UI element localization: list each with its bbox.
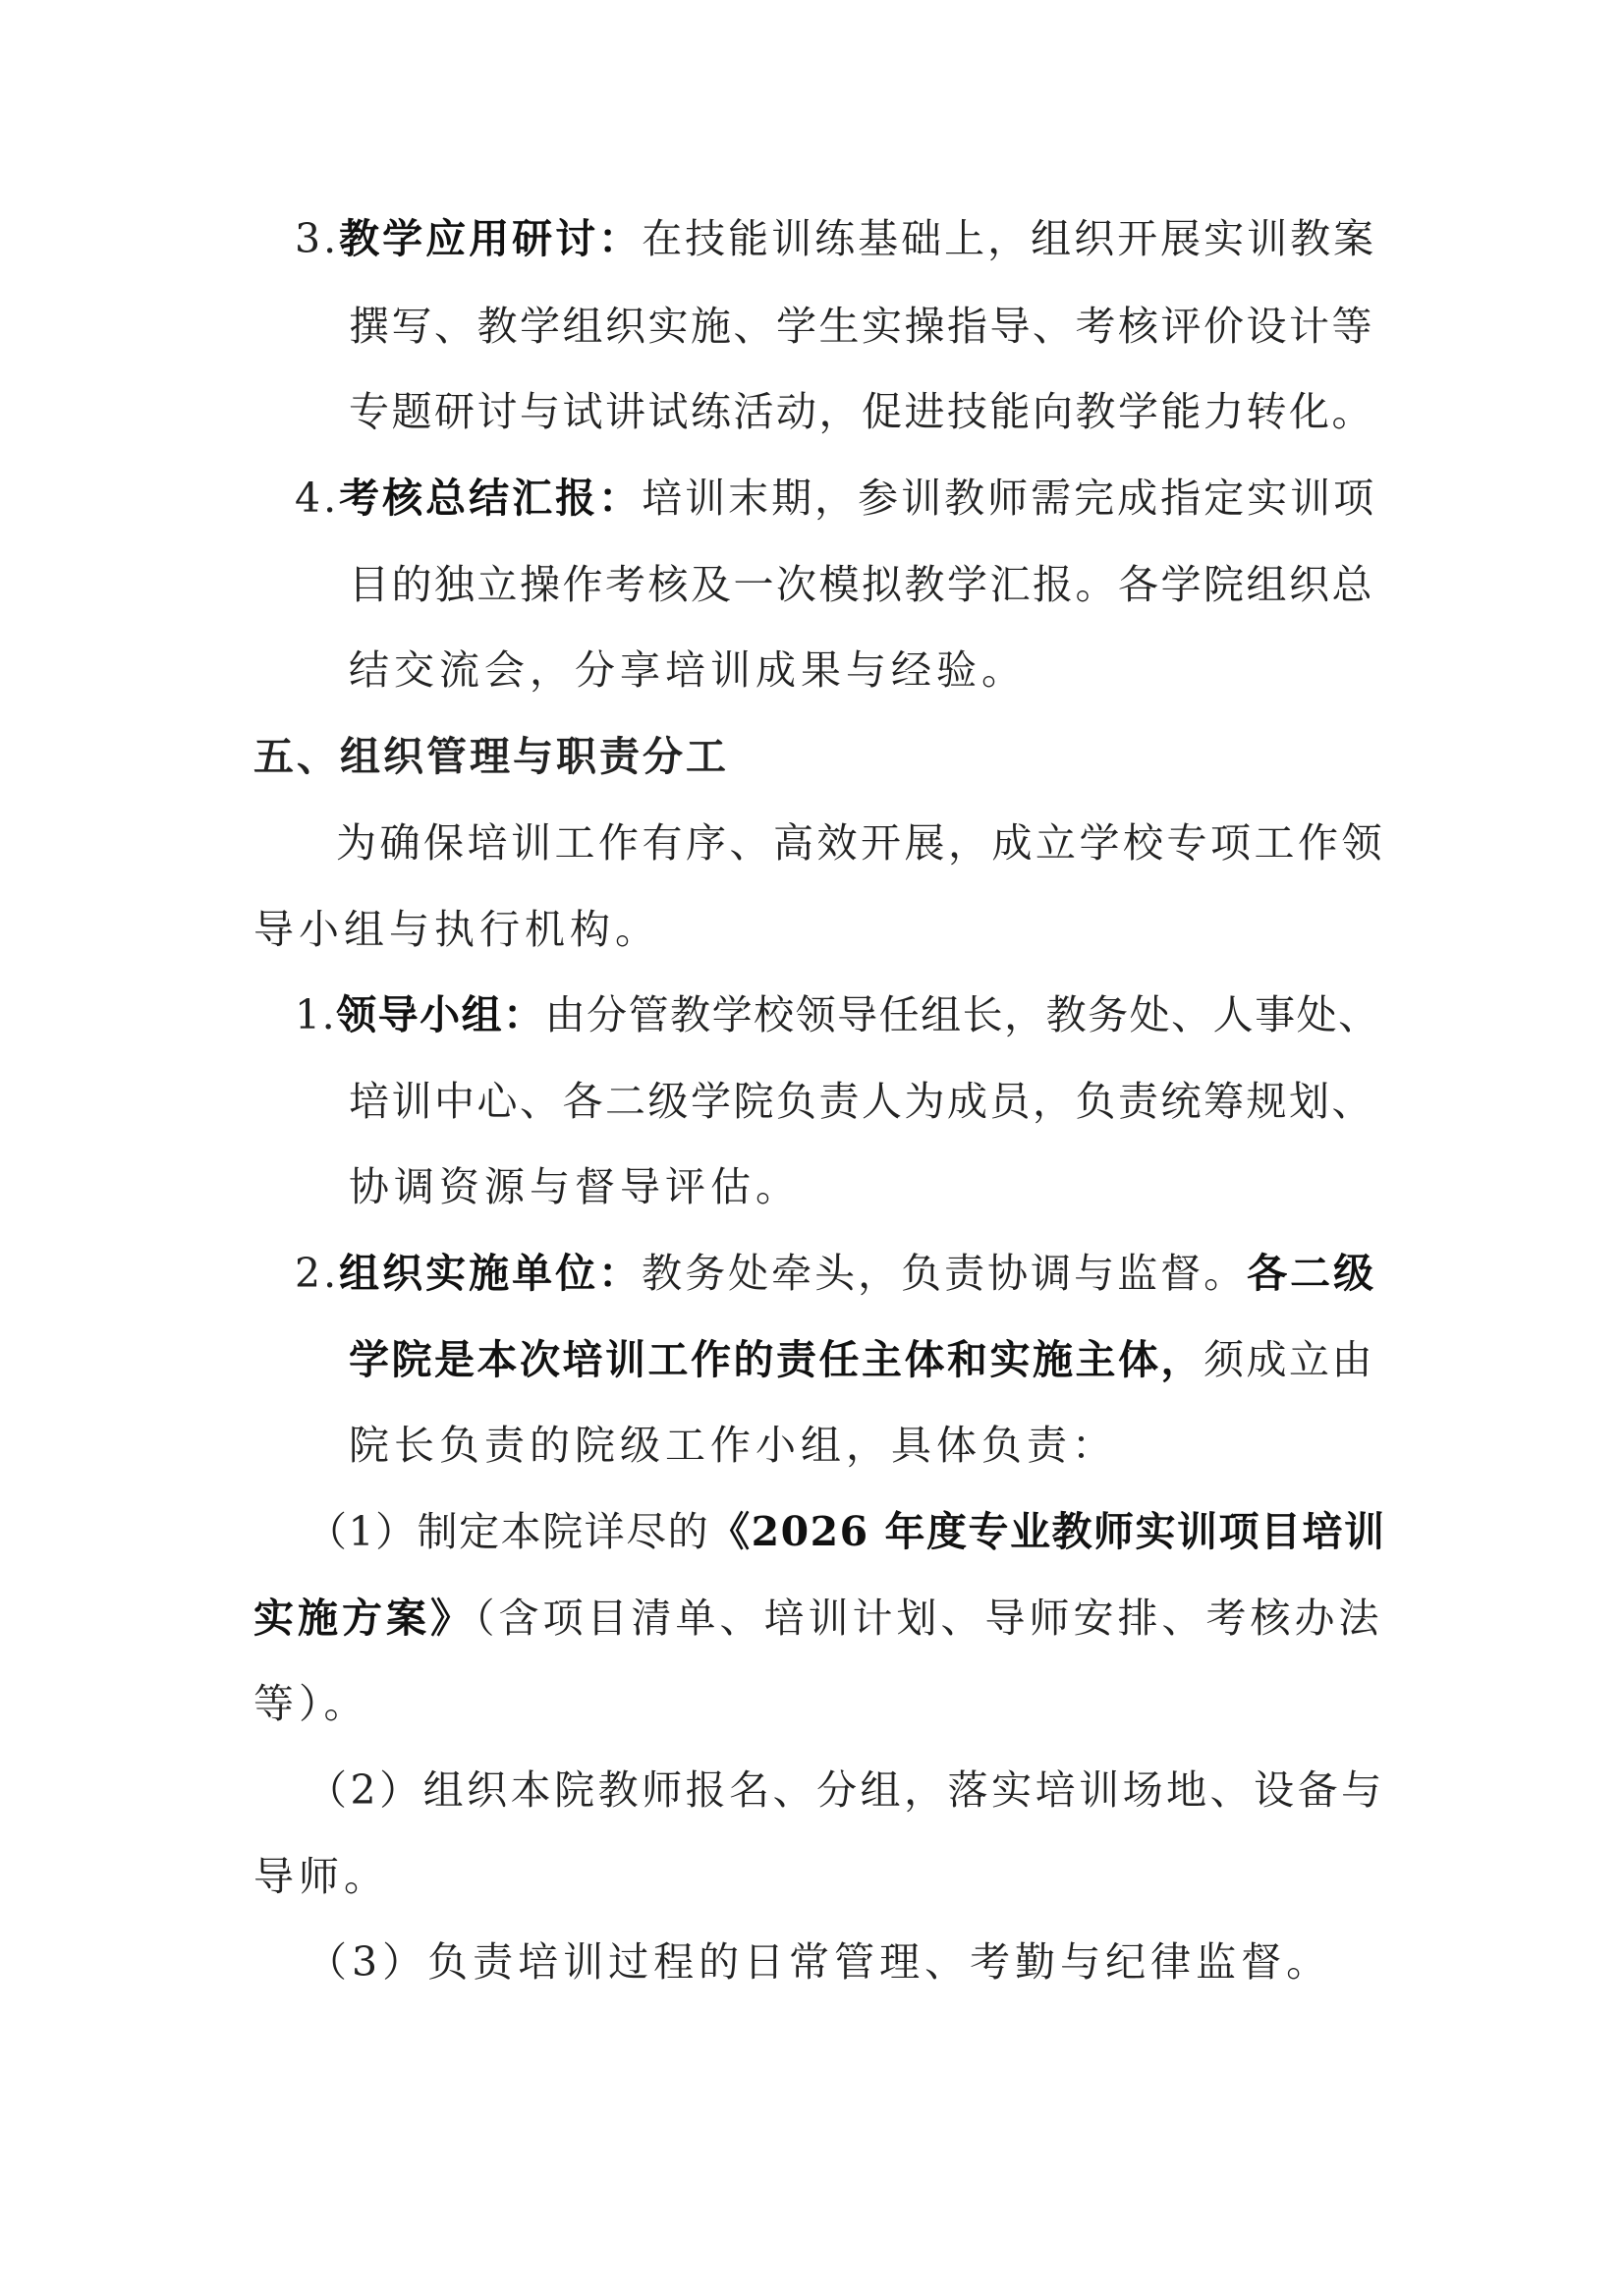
sub-3-line-1: （3）负责培训过程的日常管理、考勤与纪律监督。 xyxy=(307,1938,1332,1986)
section-heading: 五、组织管理与职责分工 xyxy=(253,733,729,780)
item-text: 由分管教学校领导任组长，教务处、人事处、 xyxy=(544,991,1380,1038)
item-title: 组织实施单位： xyxy=(339,1250,643,1297)
item-title: 领导小组： xyxy=(336,991,545,1038)
item-2-line-3: 院长负责的院级工作小组，具体负责： xyxy=(349,1422,1117,1469)
sub-1-line-3: 等）。 xyxy=(253,1680,369,1727)
item-4-line-2: 目的独立操作考核及一次模拟教学汇报。各学院组织总 xyxy=(349,561,1374,608)
item-number: 1. xyxy=(295,991,337,1038)
item-number: 4. xyxy=(295,475,340,522)
intro-line-1: 为确保培训工作有序、高效开展，成立学校专项工作领 xyxy=(336,819,1385,867)
plan-title: 《2026 年度专业教师实训项目培训 xyxy=(709,1508,1386,1555)
item-text: 培训末期，参训教师需完成指定实训项 xyxy=(642,475,1377,522)
sub-1-line-1 xyxy=(307,1508,1386,1555)
intro-line-2: 导小组与执行机构。 xyxy=(253,906,660,953)
item-3-line-3: 专题研讨与试讲试练活动，促进技能向教学能力转化。 xyxy=(349,388,1374,435)
item-title: 教学应用研讨： xyxy=(339,215,643,262)
sub-2-line-2: 导师。 xyxy=(253,1853,389,1900)
item-2-line-1 xyxy=(295,1250,1377,1297)
sub-2-line-1: （2）组织本院教师报名、分组，落实培训场地、设备与 xyxy=(307,1766,1385,1814)
item-3-line-1 xyxy=(295,215,1385,262)
plan-title-end: 实施方案》 xyxy=(253,1595,475,1642)
item-1-line-2: 培训中心、各二级学院负责人为成员，负责统筹规划、 xyxy=(349,1078,1374,1125)
item-title: 考核总结汇报： xyxy=(339,475,643,522)
item-4-line-3: 结交流会，分享培训成果与经验。 xyxy=(349,646,1027,694)
sub-1-line-2 xyxy=(253,1595,1383,1642)
item-1-line-1 xyxy=(295,991,1380,1038)
item-emphasis: 各二级 xyxy=(1247,1250,1377,1297)
item-emphasis: 学院是本次培训工作的责任主体和实施主体， xyxy=(349,1336,1203,1383)
item-text: 须成立由 xyxy=(1203,1336,1374,1383)
item-2-line-2 xyxy=(349,1336,1374,1383)
item-1-line-3: 协调资源与督导评估。 xyxy=(349,1163,801,1210)
sub-text: （1）制定本院详尽的 xyxy=(307,1508,710,1555)
item-number: 2. xyxy=(295,1250,340,1297)
item-3-line-2: 撰写、教学组织实施、学生实操指导、考核评价设计等 xyxy=(349,303,1374,350)
item-4-line-1 xyxy=(295,475,1377,522)
item-number: 3. xyxy=(295,215,340,262)
item-text: 教务处牵头，负责协调与监督。 xyxy=(642,1250,1248,1297)
item-text: 在技能训练基础上，组织开展实训教案 xyxy=(642,215,1377,262)
sub-text: （含项目清单、培训计划、导师安排、考核办法 xyxy=(475,1595,1383,1642)
